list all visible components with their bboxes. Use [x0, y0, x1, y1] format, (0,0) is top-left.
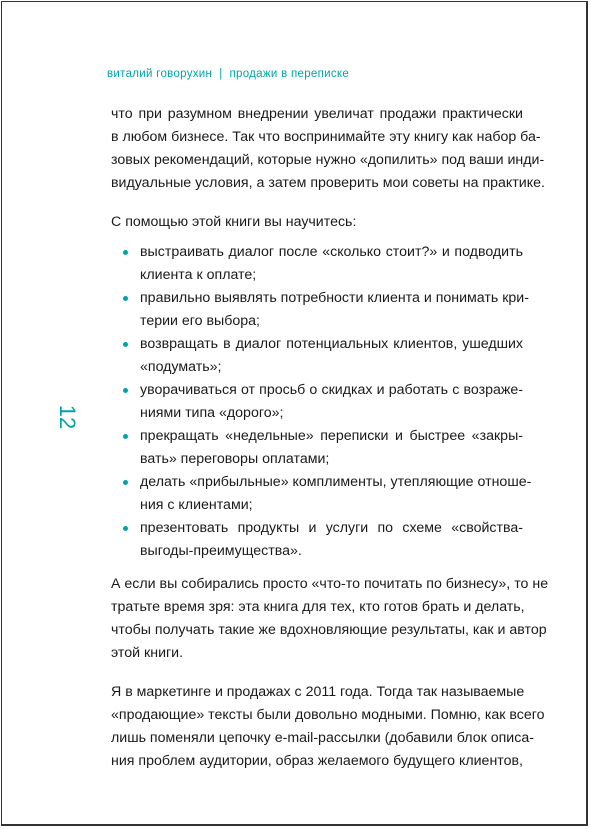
text-line: терии его выбора;: [140, 313, 260, 329]
text-line: лишь поменяли цепочку e-mail-рассылки (добавили блок описа-: [111, 730, 534, 746]
list-item: [111, 287, 529, 333]
text-line: этой книги.: [111, 645, 184, 661]
text-line: Я в маркетинге и продажах с 2011 года. Тогда так называемые: [111, 684, 525, 700]
text-line: делать «прибыльные» комплименты, утепляющие отноше-: [140, 474, 532, 490]
text-line: презентовать продукты и услуги по схеме «свойства-: [140, 520, 523, 536]
text-line: возвращать в диалог потенциальных клиентов, ушедших: [140, 336, 523, 352]
bullet-dot-icon: [123, 296, 128, 301]
text-line: клиента к оплате;: [140, 267, 257, 283]
list-item: [111, 241, 523, 287]
lead-in-paragraph: [111, 211, 523, 234]
text-line: правильно выявлять потребности клиента и понимать кри-: [140, 290, 529, 306]
list-item: [111, 517, 523, 563]
running-head: [107, 68, 349, 80]
text-line: в любом бизнесе. Так что воспринимайте эту книгу как набор ба-: [111, 129, 541, 145]
body-text: [111, 103, 549, 773]
text-line: тратьте время зря: эта книга для тех, кто готов брать и делать,: [111, 599, 525, 615]
intro-paragraph: [111, 103, 545, 195]
text-line: видуальные условия, а затем проверить мои советы на практике.: [111, 175, 545, 191]
text-line: чтобы получать такие же вдохновляющие результаты, как и автор: [111, 622, 547, 638]
list-item: [111, 425, 523, 471]
list-item: [111, 333, 523, 379]
page-number: 12: [55, 404, 80, 430]
list-item: [111, 379, 523, 425]
running-head-book-title: продажи в переписке: [229, 68, 350, 80]
text-line: что при разумном внедрении увеличат продажи практически: [111, 106, 523, 122]
text-line: «продающие» тексты были довольно модными. Помню, как всего: [111, 707, 545, 723]
bullet-dot-icon: [123, 388, 128, 393]
text-line: уворачиваться от просьб о скидках и работать с возраже-: [140, 382, 523, 398]
bullet-dot-icon: [123, 526, 128, 531]
text-line: С помощью этой книги вы научитесь:: [111, 214, 357, 230]
skills-list: [111, 241, 532, 563]
text-line: ния с клиентами;: [140, 497, 253, 513]
running-head-separator: |: [219, 68, 223, 80]
bullet-dot-icon: [123, 342, 128, 347]
paragraph-2: [111, 573, 549, 665]
bullet-dot-icon: [123, 434, 128, 439]
text-line: ниями типа «дорого»;: [140, 405, 284, 421]
text-line: выстраивать диалог после «сколько стоит?» и подводить: [140, 244, 523, 260]
bullet-dot-icon: [123, 250, 128, 255]
running-head-author: виталий говорухин: [107, 68, 213, 80]
bullet-dot-icon: [123, 480, 128, 485]
list-item: [111, 471, 532, 517]
text-line: ния проблем аудитории, образ желаемого будущего клиентов,: [111, 753, 523, 769]
text-line: «подумать»;: [140, 359, 222, 375]
text-line: прекращать «недельные» переписки и быстрее «закры-: [140, 428, 523, 444]
text-line: А если вы собирались просто «что-то почитать по бизнесу», то не: [111, 576, 549, 592]
text-line: вать» переговоры оплатами;: [140, 451, 330, 467]
text-line: зовых рекомендаций, которые нужно «допилить» под ваши инди-: [111, 152, 545, 168]
text-line: выгоды-преимущества».: [140, 543, 302, 559]
paragraph-3: [111, 681, 545, 773]
